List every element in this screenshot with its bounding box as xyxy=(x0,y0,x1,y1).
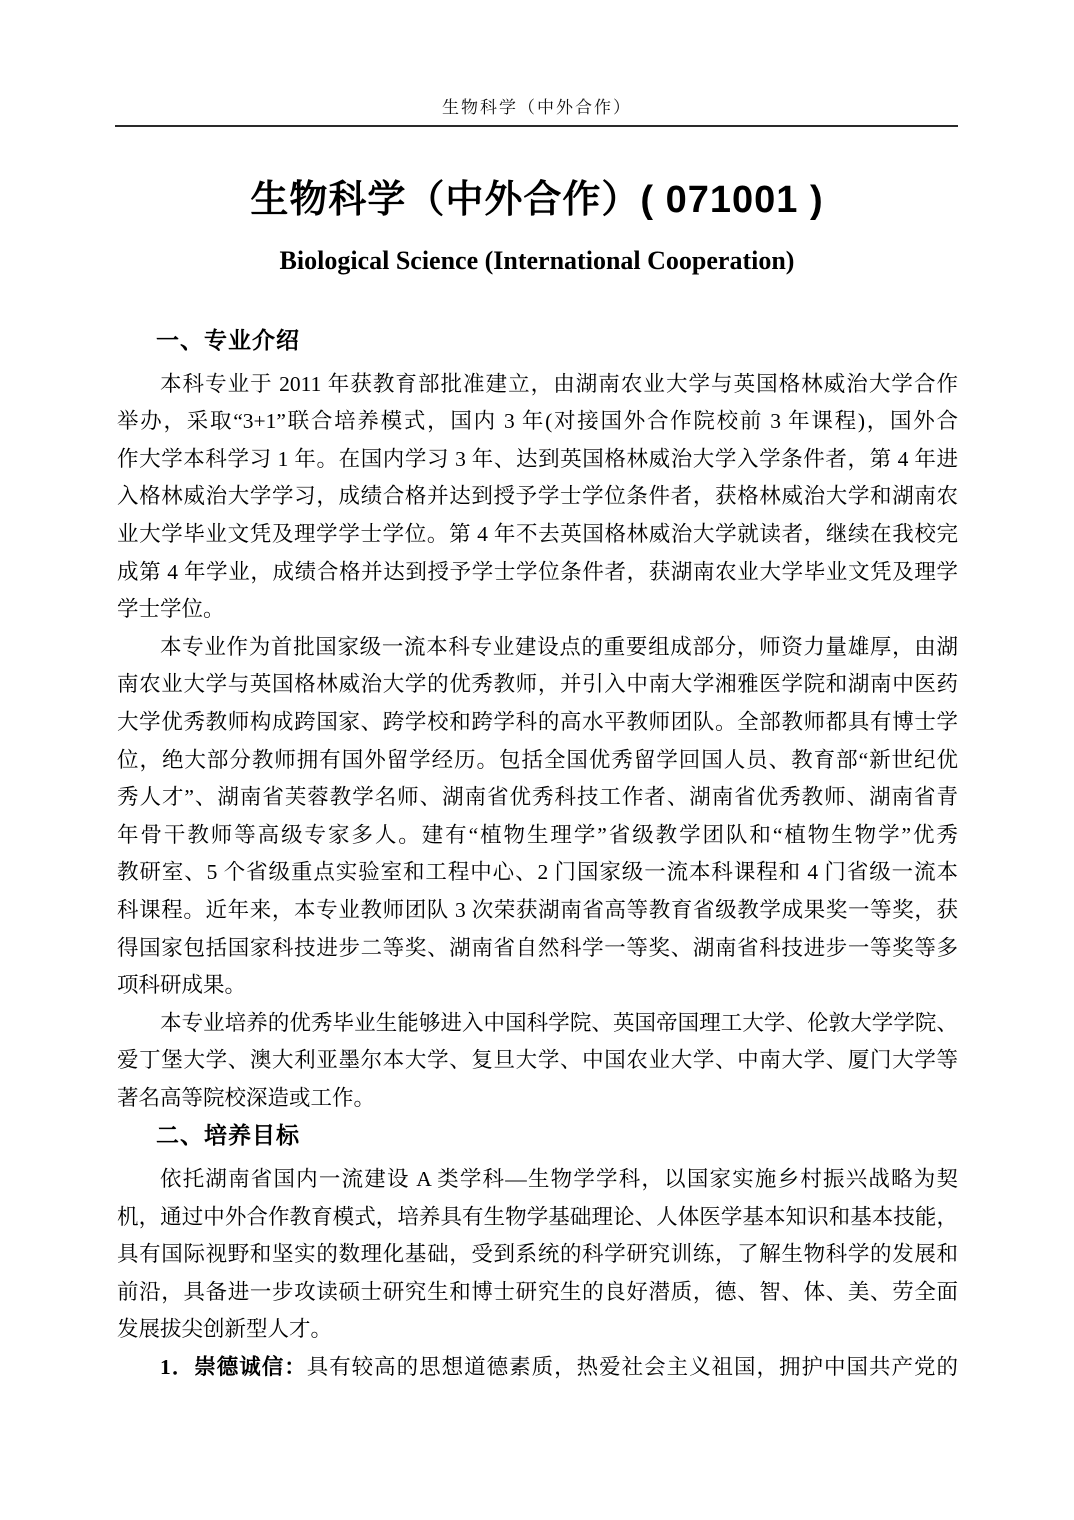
doc-title-zh: 生物科学（中外合作）( 071001 ) xyxy=(250,179,824,221)
text-line: 科课程。近年来，本专业教师团队 3 次荣获湖南省高等教育省级教学成果奖一等奖，获 xyxy=(117,897,958,922)
text-line: 本专业作为首批国家级一流本科专业建设点的重要组成部分，师资力量雄厚，由湖 xyxy=(160,634,958,659)
paragraph xyxy=(117,1005,958,1118)
paragraph xyxy=(117,629,958,1005)
text-line: 业大学毕业文凭及理学学士学位。第 4 年不去英国格林威治大学就读者，继续在我校完 xyxy=(117,521,958,546)
text-line: 机，通过中外合作教育模式，培养具有生物学基础理论、人体医学基本知识和基本技能， xyxy=(117,1204,958,1229)
paragraph xyxy=(117,1161,958,1349)
text-line: 作大学本科学习 1 年。在国内学习 3 年、达到英国格林威治大学入学条件者，第 4 年进 xyxy=(117,446,958,471)
text-line: 举办，采取“3+1”联合培养模式，国内 3 年(对接国外合作院校前 3 年课程)，国外合 xyxy=(117,409,958,434)
paragraph xyxy=(117,366,958,629)
text-line: 年骨干教师等高级专家多人。建有“植物生理学”省级教学团队和“植物生物学”优秀 xyxy=(117,822,958,847)
text-line: 依托湖南省国内一流建设 A 类学科—生物学学科，以国家实施乡村振兴战略为契 xyxy=(160,1167,958,1192)
text-line: 学士学位。 xyxy=(117,597,225,622)
text-line: 本专业培养的优秀毕业生能够进入中国科学院、英国帝国理工大学、伦敦大学学院、 xyxy=(160,1010,958,1035)
section-heading: 一、专业介绍 xyxy=(156,327,300,353)
text-line: 得国家包括国家科技进步二等奖、湖南省自然科学一等奖、湖南省科技进步一等奖等多 xyxy=(117,935,958,960)
text-line: 成第 4 年学业，成绩合格并达到授予学士学位条件者，获湖南农业大学毕业文凭及理学 xyxy=(117,559,958,584)
item-lead: 1．崇德诚信： xyxy=(160,1355,307,1380)
running-header: 生物科学（中外合作） xyxy=(442,98,632,117)
doc-title-en: Biological Science (International Cooperation) xyxy=(279,246,795,275)
item-text: 具有较高的思想道德素质，热爱社会主义祖国，拥护中国共产党的 xyxy=(306,1355,958,1380)
section xyxy=(117,322,958,1117)
text-line: 发展拔尖创新型人才。 xyxy=(117,1317,333,1342)
header-rule xyxy=(115,125,958,127)
text-line: 大学优秀教师构成跨国家、跨学校和跨学科的高水平教师团队。全部教师都具有博士学 xyxy=(117,709,958,734)
text-line: 著名高等院校深造或工作。 xyxy=(117,1085,376,1110)
text-line: 入格林威治大学学习，成绩合格并达到授予学士学位条件者，获格林威治大学和湖南农 xyxy=(117,484,958,509)
text-line xyxy=(117,1349,958,1387)
text-line: 爱丁堡大学、澳大利亚墨尔本大学、复旦大学、中国农业大学、中南大学、厦门大学等 xyxy=(117,1048,958,1073)
text-line: 具有国际视野和坚实的数理化基础，受到系统的科学研究训练，了解生物科学的发展和 xyxy=(117,1242,958,1267)
section-heading: 二、培养目标 xyxy=(156,1122,300,1149)
text-line: 秀人才”、湖南省芙蓉教学名师、湖南省优秀科技工作者、湖南省优秀教师、湖南省青 xyxy=(117,785,958,810)
text-line: 前沿，具备进一步攻读硕士研究生和博士研究生的良好潜质，德、智、体、美、劳全面 xyxy=(117,1279,958,1304)
text-line: 教研室、5 个省级重点实验室和工程中心、2 门国家级一流本科课程和 4 门省级一流本 xyxy=(117,860,958,885)
document-body xyxy=(117,322,958,1387)
text-line: 项科研成果。 xyxy=(117,973,247,998)
section xyxy=(117,1117,958,1386)
numbered-item xyxy=(117,1349,958,1387)
text-line: 位，绝大部分教师拥有国外留学经历。包括全国优秀留学回国人员、教育部“新世纪优 xyxy=(117,747,958,772)
text-line: 本科专业于 2011 年获教育部批准建立，由湖南农业大学与英国格林威治大学合作 xyxy=(160,371,958,396)
text-line: 南农业大学与英国格林威治大学的优秀教师，并引入中南大学湘雅医学院和湖南中医药 xyxy=(117,672,958,697)
